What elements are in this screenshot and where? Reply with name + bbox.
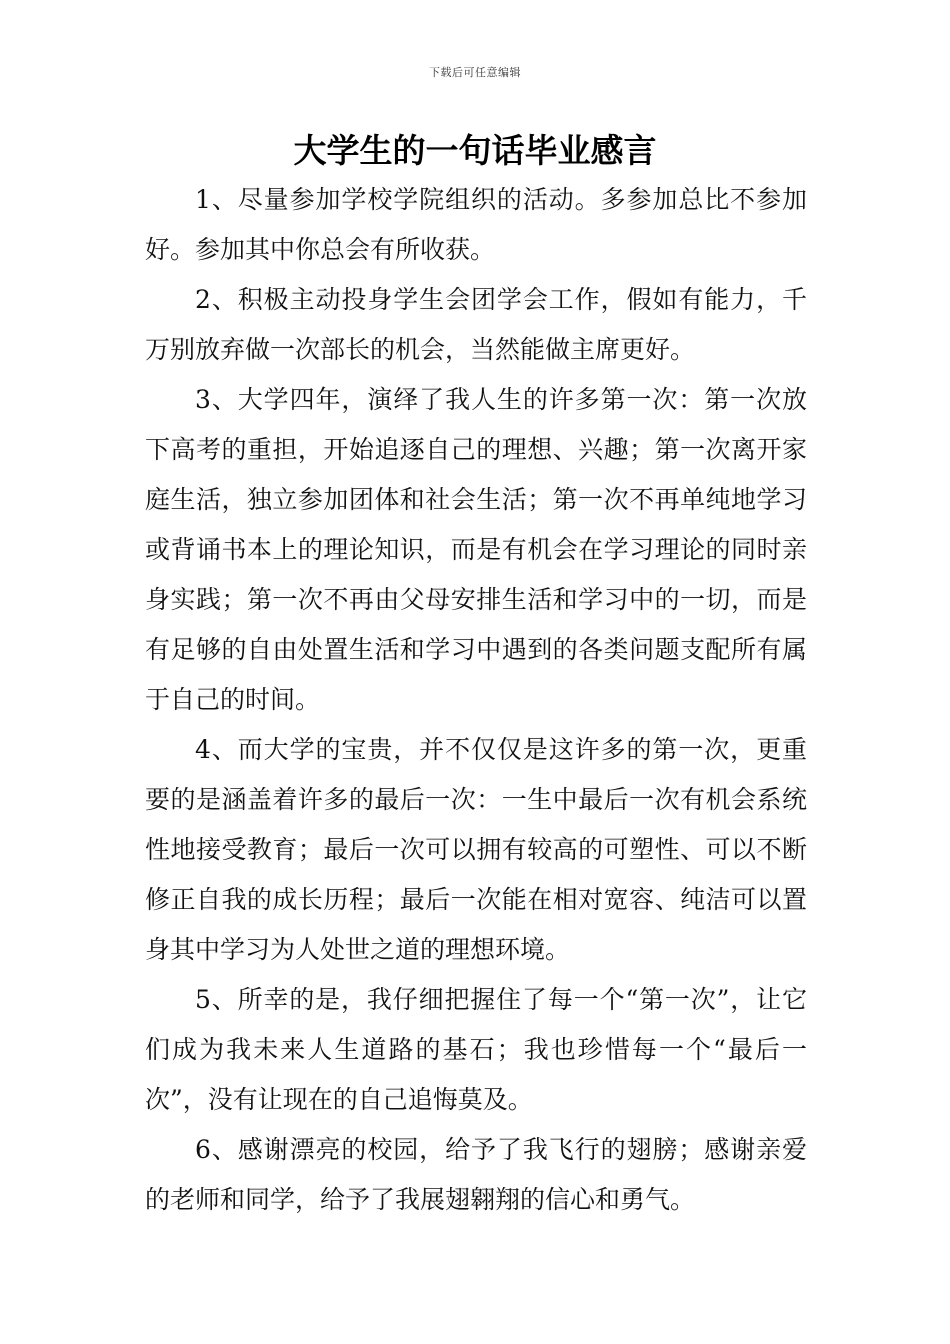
header-note: 下载后可任意编辑 [429, 66, 521, 79]
document-body [145, 175, 807, 1225]
paragraph-4: 4、而大学的宝贵，并不仅仅是这许多的第一次，更重要的是涵盖着许多的最后一次：一生中最后一次有机会系统性地接受教育；最后一次可以拥有较高的可塑性、可以不断修正自我的成长历程；最后一次能在相对宽容、纯洁可以置身其中学习为人处世之道的理想环境。 [145, 735, 807, 964]
document-title: 大学生的一句话毕业感言 [293, 131, 657, 170]
paragraph-1: 1、尽量参加学校学院组织的活动。多参加总比不参加好。参加其中你总会有所收获。 [145, 185, 807, 264]
paragraph-5: 5、所幸的是，我仔细把握住了每一个“第一次”，让它们成为我未来人生道路的基石；我也珍惜每一个“最后一次”，没有让现在的自己追悔莫及。 [145, 985, 807, 1114]
paragraph-6: 6、感谢漂亮的校园，给予了我飞行的翅膀；感谢亲爱的老师和同学，给予了我展翅翱翔的信心和勇气。 [145, 1135, 807, 1214]
paragraph-2: 2、积极主动投身学生会团学会工作，假如有能力，千万别放弃做一次部长的机会，当然能做主席更好。 [145, 285, 807, 364]
paragraph-3: 3、大学四年，演绎了我人生的许多第一次：第一次放下高考的重担，开始追逐自己的理想、兴趣；第一次离开家庭生活，独立参加团体和社会生活；第一次不再单纯地学习或背诵书本上的理论知识，而是有机会在学习理论的同时亲身实践；第一次不再由父母安排生活和学习中的一切，而是有足够的自由处置生活和学习中遇到的各类问题支配所有属于自己的时间。 [145, 385, 807, 714]
